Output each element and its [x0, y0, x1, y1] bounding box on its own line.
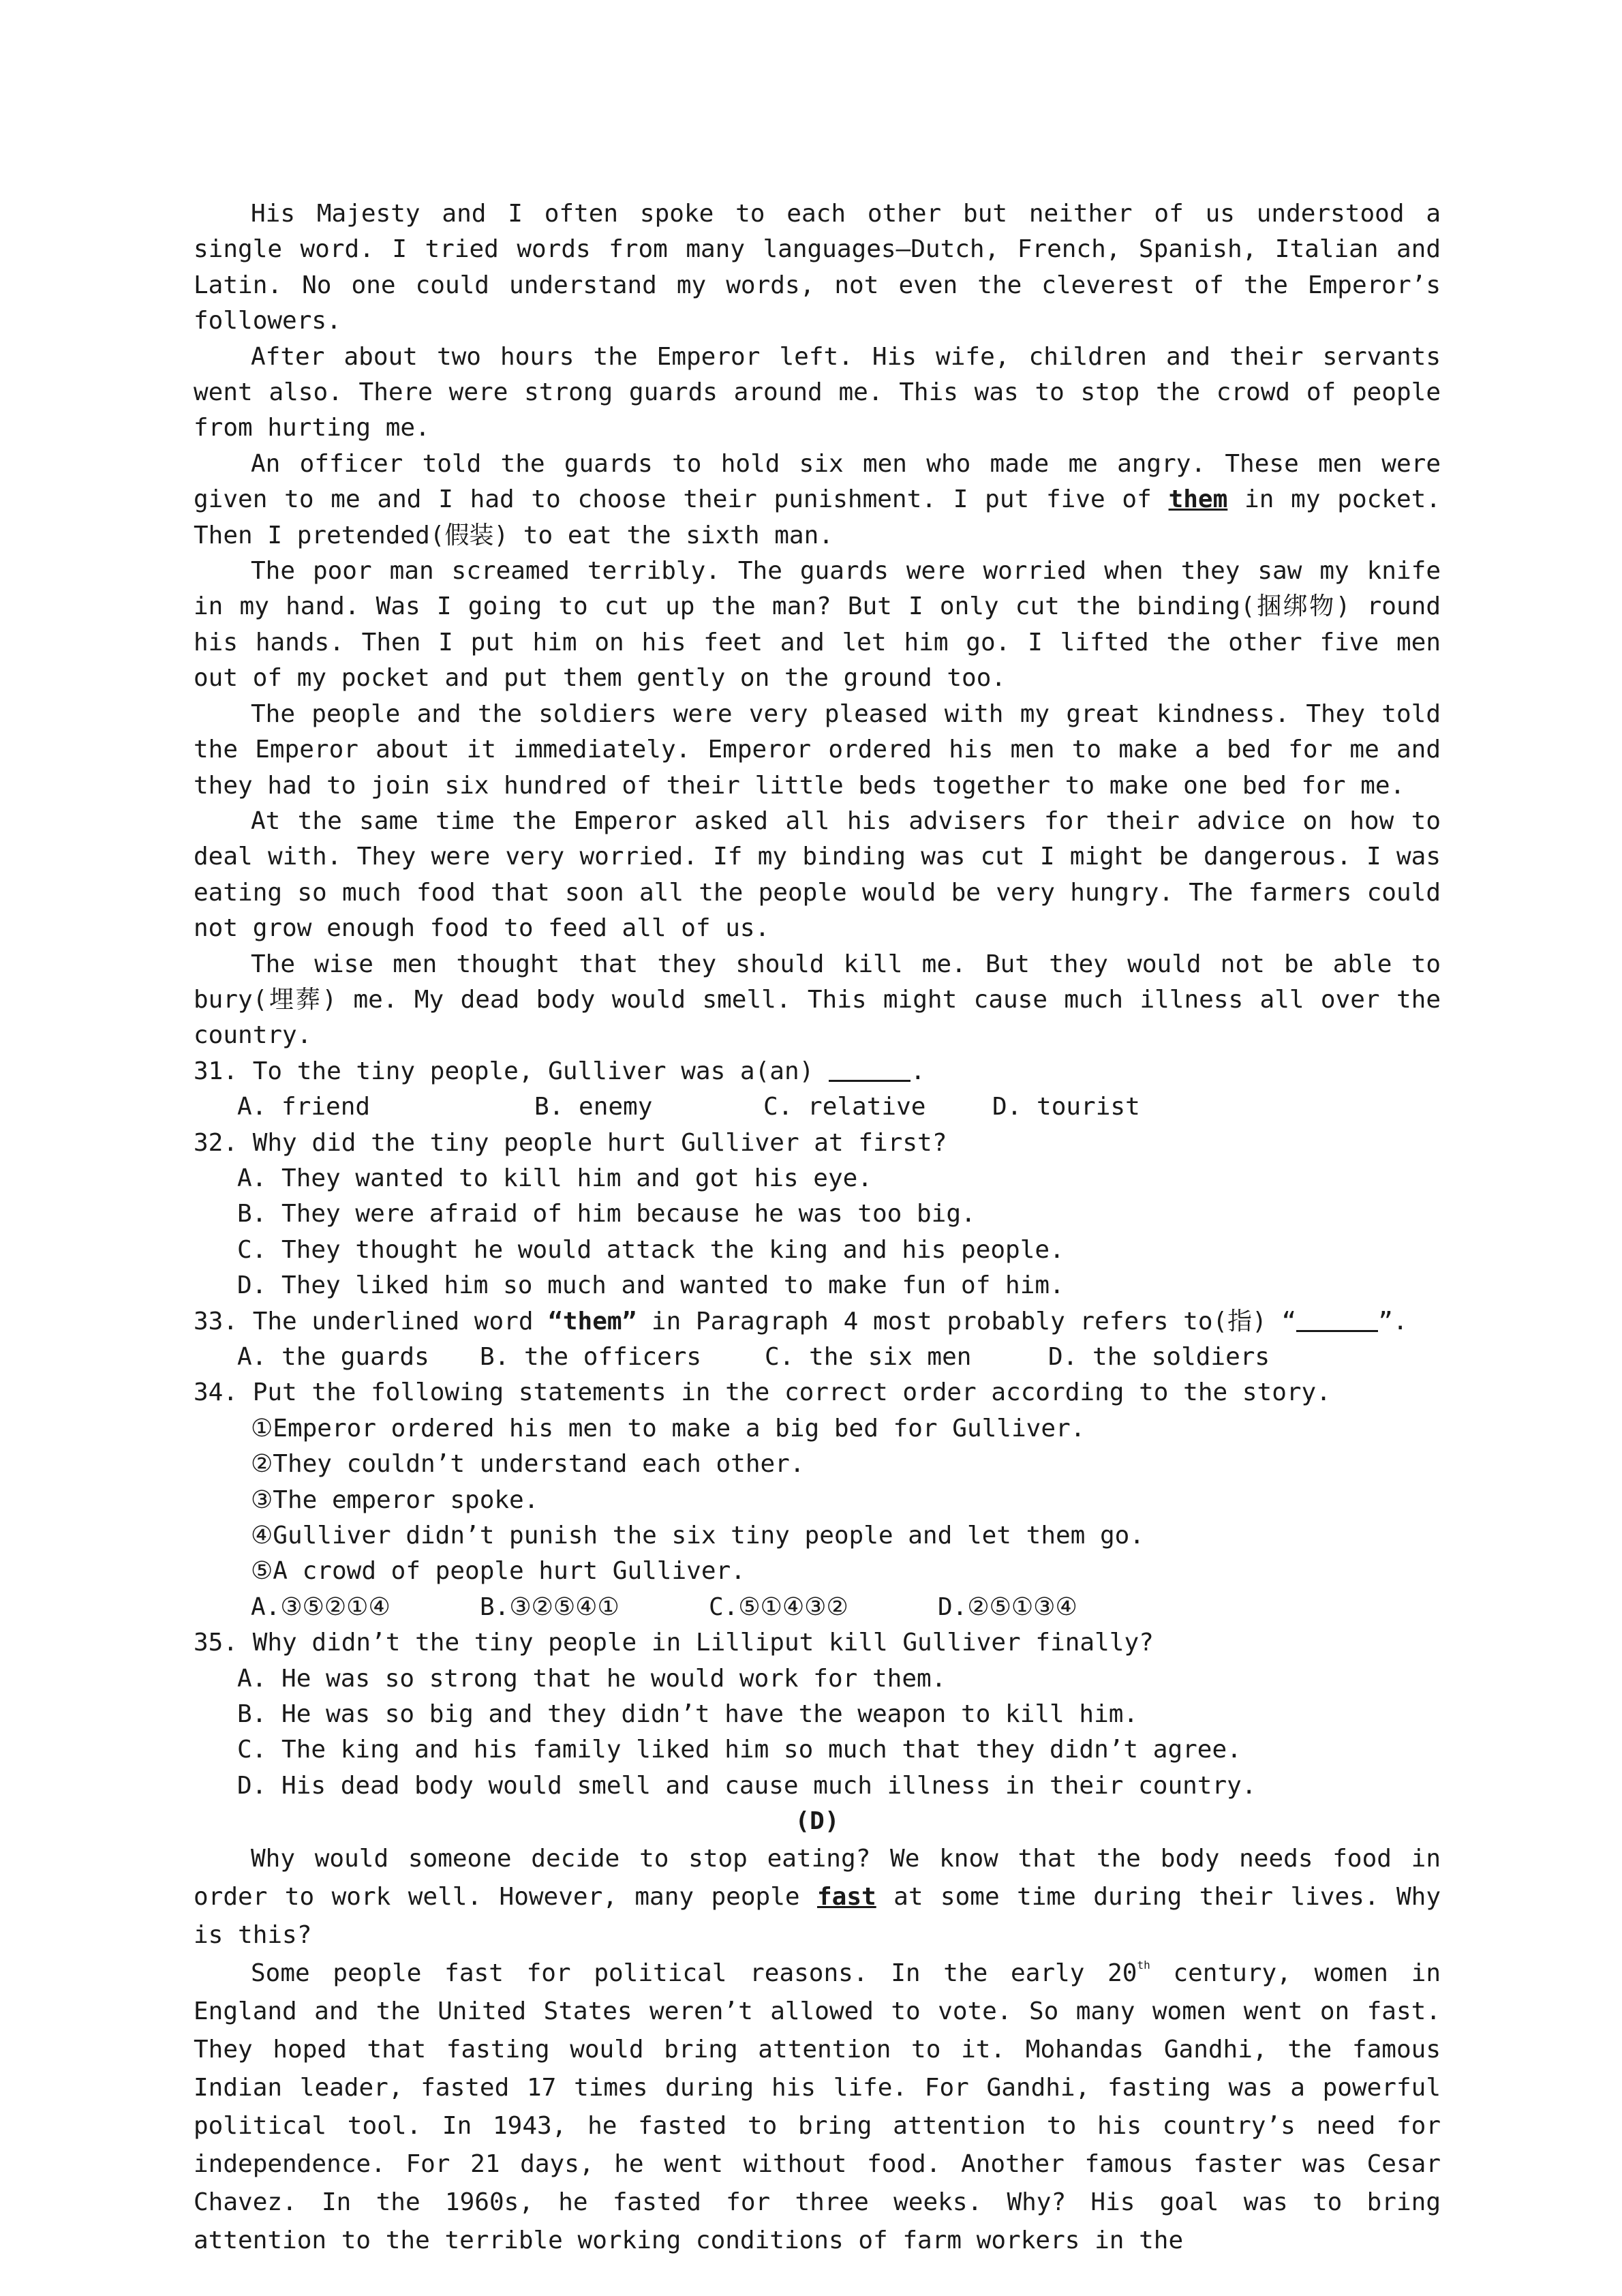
option-c[interactable]: C.⑤①④③②	[709, 1592, 848, 1621]
option-b[interactable]: B. the officers	[480, 1343, 702, 1371]
option-d[interactable]: D. His dead body would smell and cause much illness in their country.	[237, 1771, 1257, 1800]
paragraph-text: Some people fast for political reasons. In the early 20	[251, 1959, 1137, 1987]
statement-5: ⑤A crowd of people hurt Gulliver.	[251, 1557, 746, 1586]
option-a[interactable]: A. the guards	[237, 1343, 429, 1371]
question-stem: in Paragraph 4 most probably refers to(指) “	[637, 1307, 1297, 1335]
option-c[interactable]: C. The king and his family liked him so much that they didn’t agree.	[237, 1736, 1242, 1764]
paragraph-text: century, women in England and the United States weren’t allowed to vote. So many women went on fast. They hoped that fasting would bring attention to it. Mohandas Gandhi, the famous Indian leader, fasted 17 times during his life. For Gandhi, fasting was a powerful political tool. In 1943, he fasted to bring attention to his country’s need for independence. For 21 days, he went without food. Another famous faster was Cesar Chavez. In the 1960s, he fasted for three weeks. Why? His goal was to bring attention to the terrible working conditions of farm workers in the	[194, 1959, 1441, 2254]
exam-page	[194, 196, 1441, 2260]
question-34-options	[194, 1590, 1441, 1625]
passage-c-paragraph-4: The poor man screamed terribly. The guards were worried when they saw my knife in my hand. Was I going to cut up the man? But I only cut the binding(捆绑物) round his hands. Then I put him on his feet and let him go. I lifted the other five men out of my pocket and put them gently on the ground too.	[194, 557, 1441, 693]
statement-4: ④Gulliver didn’t punish the six tiny people and let them go.	[251, 1522, 1145, 1550]
question-34: 34. Put the following statements in the correct order according to the story.	[194, 1378, 1331, 1407]
statement-1: ①Emperor ordered his men to make a big bed for Gulliver.	[251, 1414, 1086, 1442]
answer-blank	[1296, 1305, 1378, 1332]
option-b[interactable]: B.③②⑤④①	[480, 1592, 619, 1621]
underlined-word-fast: fast	[817, 1882, 876, 1911]
paragraph-text: at some time during their lives. Why is this?	[194, 1882, 1441, 1949]
superscript: th	[1137, 1958, 1150, 1972]
section-heading-d: (D)	[795, 1807, 840, 1836]
question-32: 32. Why did the tiny people hurt Gulliver at first?	[194, 1128, 947, 1157]
option-b[interactable]: B. enemy	[534, 1093, 653, 1121]
option-c[interactable]: C. They thought he would attack the king and his people.	[237, 1235, 1065, 1264]
passage-c-paragraph-3	[194, 447, 1441, 554]
question-31-options	[194, 1089, 1441, 1125]
option-d[interactable]: D.②⑤①③④	[938, 1592, 1077, 1621]
quoted-word: “them”	[548, 1307, 637, 1335]
option-d[interactable]: D. tourist	[992, 1093, 1140, 1121]
paragraph-text: in my pocket. Then I pretended(假装) to eat the sixth man.	[194, 485, 1441, 549]
passage-c-paragraph-2: After about two hours the Emperor left. His wife, children and their servants went also. There were strong guards around me. This was to stop the crowd of people from hurting me.	[194, 342, 1441, 442]
option-d[interactable]: D. They liked him so much and wanted to make fun of him.	[237, 1271, 1065, 1300]
option-c[interactable]: C. relative	[763, 1093, 926, 1121]
passage-c-paragraph-5: The people and the soldiers were very pleased with my great kindness. They told the Emperor about it immediately. Emperor ordered his men to make a bed for me and they had to join six hundred of their little beds together to make one bed for me.	[194, 699, 1441, 800]
question-31	[194, 1054, 1441, 1089]
question-33-options	[194, 1340, 1441, 1375]
passage-d-paragraph-2	[194, 1954, 1441, 2260]
answer-blank	[829, 1055, 911, 1082]
question-stem: 33. The underlined word	[194, 1307, 549, 1335]
option-a[interactable]: A. They wanted to kill him and got his eye.	[237, 1164, 872, 1192]
statement-3: ③The emperor spoke.	[251, 1485, 539, 1514]
question-stem-end: .	[910, 1057, 925, 1085]
passage-c-paragraph-1: His Majesty and I often spoke to each other but neither of us understood a single word. I tried words from many languages—Dutch, French, Spanish, Italian and Latin. No one could understand my words, not even the cleverest of the Emperor’s followers.	[194, 200, 1441, 335]
passage-c-paragraph-6: At the same time the Emperor asked all his advisers for their advice on how to deal with. They were very worried. If my binding was cut I might be dangerous. I was eating so much food that soon all the people would be very hungry. The farmers could not grow enough food to feed all of us.	[194, 806, 1441, 943]
underlined-word-them: them	[1168, 485, 1228, 514]
paragraph-text: An officer told the guards to hold six men who made me angry. These men were given to me and I had to choose their punishment. I put five of	[194, 449, 1441, 514]
statement-2: ②They couldn’t understand each other.	[251, 1450, 805, 1479]
option-a[interactable]: A. friend	[237, 1093, 371, 1121]
option-d[interactable]: D. the soldiers	[1048, 1343, 1270, 1371]
question-33	[194, 1304, 1441, 1340]
paragraph-text: Why would someone decide to stop eating? We know that the body needs food in order to work well. However, many people	[194, 1844, 1441, 1911]
option-b[interactable]: B. He was so big and they didn’t have the weapon to kill him.	[237, 1700, 1139, 1729]
option-c[interactable]: C. the six men	[765, 1343, 972, 1371]
option-a[interactable]: A. He was so strong that he would work for them.	[237, 1664, 947, 1693]
option-b[interactable]: B. They were afraid of him because he was too big.	[237, 1200, 976, 1228]
question-35: 35. Why didn’t the tiny people in Lilliput kill Gulliver finally?	[194, 1629, 1154, 1657]
passage-c-paragraph-7: The wise men thought that they should kill me. But they would not be able to bury(埋葬) me. My dead body would smell. This might cause much illness all over the country.	[194, 950, 1441, 1050]
option-a[interactable]: A.③⑤②①④	[251, 1592, 391, 1621]
question-stem: 31. To the tiny people, Gulliver was a(an)	[194, 1057, 829, 1085]
passage-d-paragraph-1	[194, 1840, 1441, 1954]
question-stem-end: ”.	[1378, 1307, 1408, 1335]
